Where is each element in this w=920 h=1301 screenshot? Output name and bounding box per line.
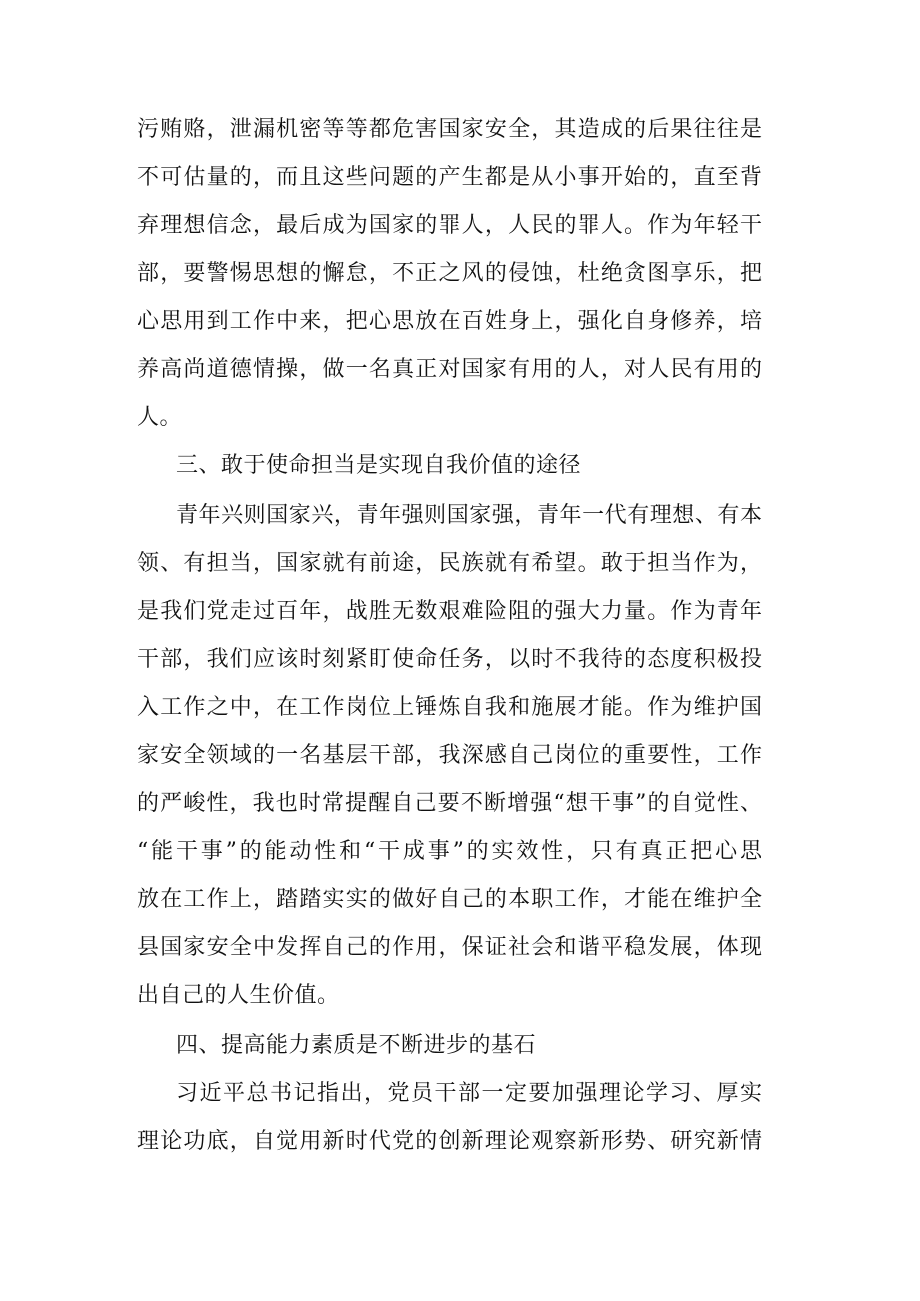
body-line-first: 青年兴则国家兴，青年强则国家强，青年一代有理想、有本 (176, 503, 762, 528)
body-line: 入工作之中，在工作岗位上锤炼自我和施展才能。作为维护国 (137, 695, 762, 720)
section-heading-4: 四、提高能力素质是不断进步的基石 (176, 1033, 537, 1058)
body-line: 养高尚道德情操，做一名真正对国家有用的人，对人民有用的 (137, 357, 762, 382)
body-line-first: 习近平总书记指出，党员干部一定要加强理论学习、厚实 (176, 1081, 762, 1106)
body-line-last: 人。 (137, 405, 183, 430)
body-line: 理论功底，自觉用新时代党的创新理论观察新形势、研究新情 (137, 1129, 762, 1154)
body-line: 心思用到工作中来，把心思放在百姓身上，强化自身修养，培 (137, 309, 762, 334)
body-line: 家安全领域的一名基层干部，我深感自己岗位的重要性，工作 (137, 743, 762, 768)
body-line-last: 出自己的人生价值。 (137, 983, 340, 1008)
body-line: 领、有担当，国家就有前途，民族就有希望。敢于担当作为， (137, 551, 762, 576)
body-line: 不可估量的，而且这些问题的产生都是从小事开始的，直至背 (137, 165, 762, 190)
body-line: 部，要警惕思想的懈怠，不正之风的侵蚀，杜绝贪图享乐，把 (137, 261, 762, 286)
body-line: “能干事”的能动性和“干成事”的实效性，只有真正把心思 (137, 839, 762, 864)
body-line: 县国家安全中发挥自己的作用，保证社会和谐平稳发展，体现 (137, 935, 762, 960)
body-line: 污贿赂，泄漏机密等等都危害国家安全，其造成的后果往往是 (137, 117, 762, 142)
body-line: 干部，我们应该时刻紧盯使命任务，以时不我待的态度积极投 (137, 647, 762, 672)
body-line: 弃理想信念，最后成为国家的罪人，人民的罪人。作为年轻干 (137, 213, 762, 238)
section-heading-3: 三、敢于使命担当是实现自我价值的途径 (176, 453, 582, 478)
body-line: 的严峻性，我也时常提醒自己要不断增强“想干事”的自觉性、 (137, 791, 762, 816)
body-line: 放在工作上，踏踏实实的做好自己的本职工作，才能在维护全 (137, 887, 762, 912)
body-line: 是我们党走过百年，战胜无数艰难险阻的强大力量。作为青年 (137, 599, 762, 624)
